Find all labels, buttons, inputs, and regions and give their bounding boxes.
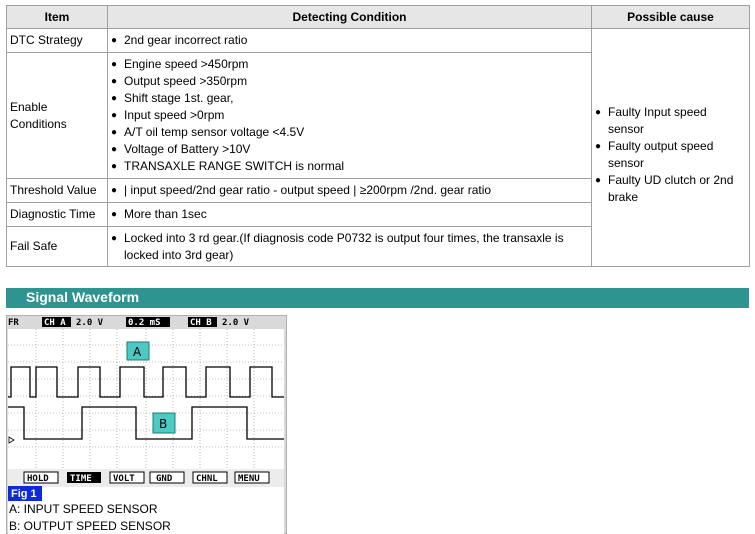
marker-a-label: A <box>133 345 142 359</box>
row-item: Enable Conditions <box>7 53 108 179</box>
possible-causes <box>592 29 750 267</box>
header-condition: Detecting Condition <box>108 6 592 29</box>
timebase-label: 0.2 mS <box>128 318 161 328</box>
ch-a-label: CH A <box>44 318 66 328</box>
caption-b: B: OUTPUT SPEED SENSOR <box>9 519 171 533</box>
condition-item: ● Shift stage 1st. gear, <box>111 90 588 107</box>
condition-item: ● More than 1sec <box>111 206 588 223</box>
fig-label: Fig 1 <box>11 488 37 500</box>
row-conditions <box>108 179 592 203</box>
row-conditions <box>108 53 592 179</box>
section-title: Signal Waveform <box>26 289 140 305</box>
row-conditions <box>108 227 592 267</box>
condition-item: ● Input speed >0rpm <box>111 107 588 124</box>
row-item: Diagnostic Time <box>7 203 108 227</box>
header-item: Item <box>7 6 108 29</box>
marker-b-label: B <box>159 417 168 431</box>
condition-item: ● Engine speed >450rpm <box>111 56 588 73</box>
condition-item: ● TRANSAXLE RANGE SWITCH is normal <box>111 158 588 175</box>
gnd-button[interactable]: GND <box>156 474 173 484</box>
cause-item: ● Faulty output speed sensor <box>595 138 746 172</box>
condition-list <box>111 56 588 175</box>
menu-button[interactable]: MENU <box>238 474 260 484</box>
cause-item: ● Faulty Input speed sensor <box>595 104 746 138</box>
section-header <box>6 288 749 308</box>
scope-fr-label: FR <box>8 318 19 328</box>
header-cause: Possible cause <box>592 6 750 29</box>
ch-b-label: CH B <box>190 318 212 328</box>
hold-button[interactable]: HOLD <box>27 474 49 484</box>
cause-list <box>595 104 746 206</box>
ch-a-volts: 2.0 V <box>76 318 104 328</box>
condition-item: ● | input speed/2nd gear ratio - output speed | ≥200rpm /2nd. gear ratio <box>111 182 588 199</box>
condition-list <box>111 182 588 199</box>
condition-item: ● Output speed >350rpm <box>111 73 588 90</box>
row-conditions <box>108 29 592 53</box>
row-item: DTC Strategy <box>7 29 108 53</box>
chnl-button[interactable]: CHNL <box>196 474 218 484</box>
row-item: Threshold Value <box>7 179 108 203</box>
ch-b-volts: 2.0 V <box>222 318 250 328</box>
condition-list <box>111 32 588 49</box>
row-conditions <box>108 203 592 227</box>
time-button[interactable]: TIME <box>70 474 92 484</box>
condition-item: ● Locked into 3 rd gear.(If diagnosis code P0732 is output four times, the transaxle is locked into 3rd gear) <box>111 230 588 264</box>
row-item: Fail Safe <box>7 227 108 267</box>
cause-item: ● Faulty UD clutch or 2nd brake <box>595 172 746 206</box>
condition-list <box>111 230 588 264</box>
diagnostic-table <box>6 5 750 267</box>
condition-item: ● Voltage of Battery >10V <box>111 141 588 158</box>
condition-list <box>111 206 588 223</box>
volt-button[interactable]: VOLT <box>113 474 135 484</box>
table-header-row <box>7 6 750 29</box>
condition-item: ● 2nd gear incorrect ratio <box>111 32 588 49</box>
caption-a: A: INPUT SPEED SENSOR <box>9 502 158 516</box>
condition-item: ● A/T oil temp sensor voltage <4.5V <box>111 124 588 141</box>
table-row <box>7 29 750 53</box>
